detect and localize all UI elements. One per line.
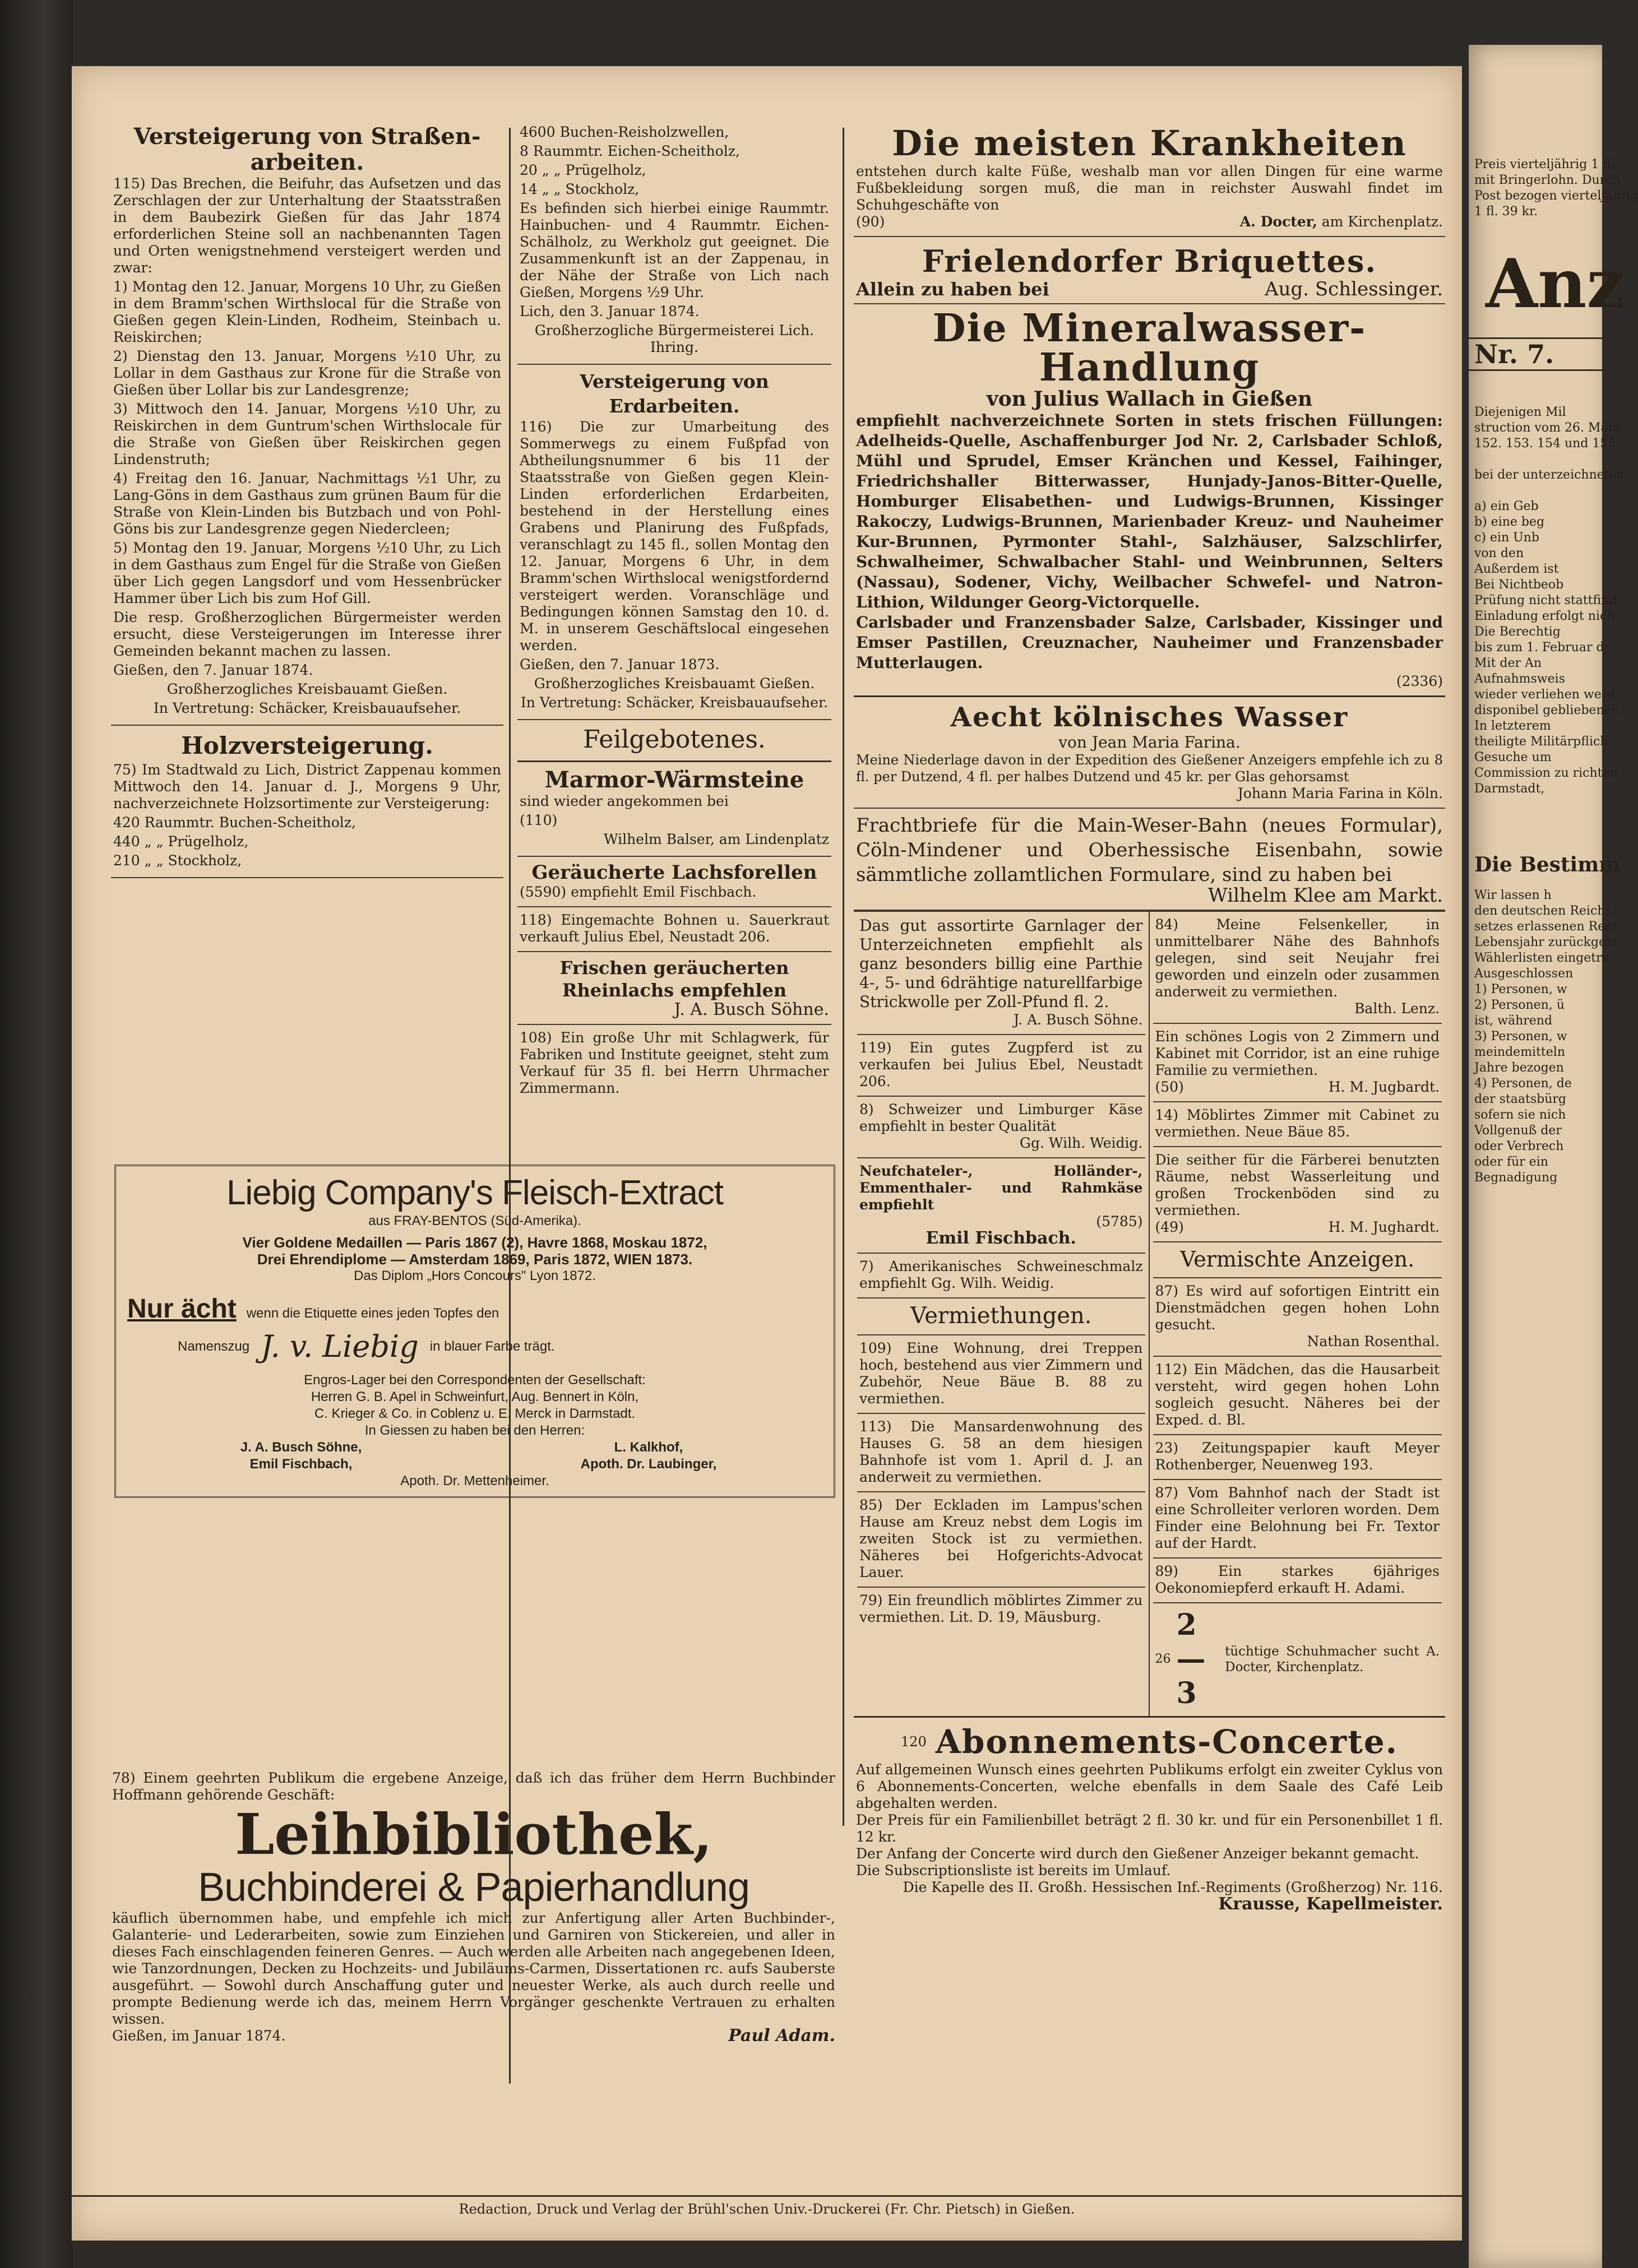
ad-item: 3) Mittwoch den 14. Januar, Morgens ½10 Uhr, zu Reiskirchen in dem Guntrum'schen Wirthslocale für die Straße von Gießen über Reiskirchen gegen Lindenstruth;: [113, 401, 501, 467]
next-page-line: Wählerlisten eingetra: [1474, 951, 1609, 965]
ad-text: empfiehlt nachverzeichnete Sorten in stets frischen Füllungen: Adelheids-Quelle, Aschaffenburger Jod Nr. 2, Carlsbader Schloß, Mühl und Sprudel, Emser Kränchen und Kessel, Faihinger, Friedrichshaller Bitterwasser, Hunjady-Janos-Bitter-Quelle, Homburger Elisabethen- und Ludwigs-Brunnen, Kissinger Rakoczy, Ludwigs-Brunnen, Marienbader Kreuz- und Nauheimer Kur-Brunnen, Pyrmonter Stahl-, Salzhäuser, Salzschlirfer, Schwalheimer, Schwalbacher Stahl- und Weinbrunnen, Selters (Nassau), Sodener, Vichy, Weilbacher Schwefel- und Natron-Lithion, Wildunger Georg-Victorquelle.: [856, 411, 1443, 611]
dealer-list: [127, 1439, 822, 1473]
newspaper-page: [72, 66, 1462, 2241]
next-page-line: Diejenigen Mil: [1474, 405, 1566, 419]
ad-text: 89) Ein starkes 6jähriges Oekonomiepferd erkauft H. Adami.: [1155, 1563, 1440, 1596]
ad-text: Die Kapelle des II. Großh. Hessischen Inf.-Regiments (Großherzog) Nr. 116.: [903, 1879, 1443, 1895]
next-page-line: Lebensjahr zurückgele: [1474, 935, 1618, 949]
next-page-line: wieder verliehen werd: [1474, 688, 1616, 702]
next-page-line: meindemitteln: [1474, 1045, 1565, 1059]
issue-number: Nr. 7.: [1469, 337, 1602, 371]
ad-title: Versteigerung von Erdarbeiten.: [580, 370, 769, 417]
ad-footer: [112, 2028, 835, 2044]
ad-text: 8) Schweizer und Limburger Käse empfiehlt in bester Qualität: [859, 1101, 1143, 1134]
ad-briquettes: [854, 237, 1445, 304]
next-page-line: Darmstadt,: [1474, 782, 1545, 796]
ad-text: Die Subscriptionsliste ist bereits im Umlauf.: [856, 1862, 1171, 1879]
ad-leihbibliothek: [112, 1770, 835, 2044]
next-page-line: b) eine beg: [1474, 515, 1545, 529]
ad-text: 118) Eingemachte Bohnen u. Sauerkraut verkauft Julius Ebel, Neustadt 206.: [520, 912, 829, 945]
ad-number: 120: [901, 1734, 927, 1750]
next-page-line: Aufnahmsweis: [1474, 672, 1565, 686]
ad-lachsforellen: [517, 857, 831, 907]
ad-paragraph: sind wieder angekommen bei: [520, 793, 729, 809]
ad-text: tüchtige Schuhmacher sucht A. Docter, Kirchenplatz.: [1225, 1644, 1440, 1675]
ad-item: 4600 Buchen-Reisholzwellen,: [520, 124, 729, 140]
ad-uhr: [517, 1025, 831, 1102]
ad-text: 87) Vom Bahnhof nach der Stadt ist eine Schrolleiter verloren worden. Dem Finder eine Belohnung bei Fr. Textor auf der Hardt.: [1155, 1485, 1440, 1551]
ad-title: Geräucherte Lachsforellen: [531, 861, 817, 884]
ad-text: [520, 419, 829, 711]
dealer: Apoth. Dr. Mettenheimer.: [400, 1473, 549, 1488]
ad-text: 79) Ein freundlich möblirtes Zimmer zu vermiethen. Lit. D. 19, Mäusburg.: [859, 1592, 1143, 1625]
next-page-line: Außerdem ist: [1474, 562, 1559, 576]
ad-felsenkeller: [1153, 912, 1442, 1024]
next-page-line: Wir lassen h: [1474, 888, 1552, 902]
ad-signature: Aug. Schlessinger.: [1265, 278, 1443, 300]
ad-footer: [856, 214, 1443, 230]
next-page-line: 152. 153. 154 und 155: [1474, 437, 1616, 451]
next-page-line: 3) Personen, w: [1474, 1029, 1567, 1043]
ad-text: Der Preis für ein Familienbillet beträgt 2 fl. 30 kr. und für ein Personenbillet 1 fl. 12 kr.: [856, 1812, 1443, 1845]
ad-dienstmaedchen: [1153, 1278, 1442, 1357]
small-ads-grid: [854, 911, 1445, 1716]
ad-title: Holzversteigerung.: [181, 732, 433, 759]
ad-signature: Großherzogliche Bürgermeisterei Lich. Ihring.: [534, 322, 815, 355]
ad-office: Großherzogliches Kreisbauamt Gießen.: [534, 675, 815, 692]
ad-neufchateler: [857, 1158, 1145, 1254]
next-page-line: [1469, 483, 1602, 499]
ad-krankheiten: [854, 119, 1445, 237]
ad-office: Großherzogliches Kreisbauamt Gießen.: [166, 681, 448, 697]
ad-erdarbeiten: [517, 365, 831, 720]
ad-medals: Vier Goldene Medaillen — Paris 1867 (2), Havre 1868, Moskau 1872,: [242, 1234, 707, 1251]
ad-text: 84) Meine Felsenkeller, in unmittelbarer Nähe des Bahnhofs gelegen, sind seit Neujahr frei geworden und einzeln oder zusammen anderweit zu vermiethen.: [1155, 916, 1440, 1000]
ad-text: Allein zu haben bei: [856, 279, 1049, 300]
ad-zimmer: [857, 1588, 1145, 1631]
ad-text: [113, 175, 501, 717]
column-1: [111, 119, 503, 878]
ad-text: 23) Zeitungspapier kauft Meyer Rothenberger, Neuenweg 193.: [1155, 1440, 1440, 1473]
ad-text: 87) Es wird auf sofortigen Eintritt ein Dienstmädchen gegen hohen Lohn gesucht.: [1155, 1283, 1440, 1333]
ad-text: 113) Die Mansardenwohnung des Hauses G. 58 an dem hiesigen Bahnhofe ist vom 1. April d. J. an anderweit zu vermiethen.: [859, 1418, 1143, 1485]
ad-text: [113, 762, 501, 869]
next-page-line: von den: [1474, 546, 1524, 560]
ad-signature: In Vertretung: Schäcker, Kreisbauaufseher.: [520, 694, 829, 711]
masthead-fragment: Anz: [1486, 244, 1625, 323]
ad-title: Frischen geräucherten Rheinlachs empfehlen: [559, 957, 789, 1001]
echt-label: Nur ächt: [127, 1294, 237, 1324]
next-page-line: Einladung erfolgt nich: [1474, 609, 1615, 623]
ad-paragraph: 115) Das Brechen, die Beifuhr, das Aufsetzen und das Zerschlagen der zur Unterhaltung der Staatsstraßen in dem Baubezirk Gießen für das Jahr 1874 erforderlichen Steine soll an nachbenannten Tagen und Orten wenigstnehmend versteigert werden und zwar:: [113, 175, 501, 276]
ad-item: 1) Montag den 12. Januar, Morgens 10 Uhr, zu Gießen in dem Bramm'schen Wirthslocal für die Straße von Gießen gegen Klein-Linden, Rodheim, Steinbach u. Reiskirchen;: [113, 279, 501, 345]
ad-text: 119) Ein gutes Zugpferd ist zu verkaufen bei Julius Ebel, Neustadt 206.: [859, 1040, 1143, 1089]
section-vermischte-anzeigen: [1153, 1242, 1442, 1278]
ad-kaese: [857, 1097, 1145, 1158]
next-page-line: bis zum 1. Februar d: [1474, 641, 1604, 655]
next-page-line: In letzterem: [1474, 719, 1551, 733]
ad-signature: In Vertretung: Schäcker, Kreisbauaufseher.: [153, 700, 461, 716]
section-title: Feilgebotenes.: [583, 725, 766, 754]
ad-text: 112) Ein Mädchen, das die Hausarbeit versteht, wird gegen hohen Lohn sogleich gesucht. Näheres bei der Exped. d. Bl.: [1155, 1361, 1440, 1428]
next-page-line: bei der unterzeichneten: [1474, 468, 1625, 482]
ad-origin: aus FRAY-BENTOS (Süd-Amerika).: [368, 1213, 581, 1228]
dealer: J. A. Busch Söhne,: [240, 1440, 362, 1455]
ad-text: entstehen durch kalte Füße, weshalb man vor allen Dingen für eine warme Fußbekleidung sorgen muß, die man in reichster Auswahl findet im Schuhgeschäfte von: [856, 163, 1443, 213]
correspondent-line: Herren G. B. Apel in Schweinfurt, Aug. Bennert in Köln,: [311, 1389, 639, 1404]
ad-number: (2336): [1396, 673, 1443, 689]
price-line: 1 fl. 39 kr.: [1474, 205, 1538, 219]
next-page-line: den deutschen Reichs: [1474, 904, 1612, 918]
ad-text: Die seither für die Färberei benutzten Räume, nebst Wasserleitung und großen Trockenböden sind zu vermiethen.: [1155, 1152, 1440, 1218]
next-page-line: Die Berechtig: [1474, 625, 1561, 639]
ad-text: Meine Niederlage davon in der Expedition des Gießener Anzeigers empfehle ich zu 8 fl. per Dutzend, 4 fl. per halbes Dutzend und 45 kr. per Glas gehorsamst: [856, 752, 1443, 785]
ad-text: 7) Amerikanisches Schweineschmalz empfiehlt Gg. Wilh. Weidig.: [859, 1258, 1143, 1291]
next-page-line: Mit der An: [1474, 656, 1542, 670]
ad-faerberei: [1153, 1147, 1442, 1242]
ad-item: 20 „ „ Prügelholz,: [520, 162, 646, 178]
next-page-line: Jahre bezogen: [1474, 1061, 1564, 1075]
ad-mansarde: [857, 1414, 1145, 1492]
ad-signature: J. A. Busch Söhne.: [674, 1000, 829, 1019]
ad-holz-continued: [517, 119, 831, 365]
ad-byline: von Julius Wallach in Gießen: [986, 387, 1313, 411]
ad-item: 5) Montag den 19. Januar, Morgens ½10 Uhr, zu Lich in dem Gasthaus zum Engel für die Straße von Gießen über Lich gegen Langsdorf und vom Hessenbrücker Hammer über Lich bis zum Hof Gill.: [113, 540, 501, 606]
next-page-line: setzes erlassenen Regl: [1474, 920, 1617, 934]
dealer: Apoth. Dr. Laubinger,: [580, 1457, 717, 1472]
ad-item: 420 Raummtr. Buchen-Scheitholz,: [113, 814, 356, 831]
next-page-line: Begnadigung: [1474, 1171, 1558, 1185]
ad-big-number: 2—3: [1176, 1608, 1206, 1710]
ad-signature: H. M. Jughardt.: [1328, 1219, 1440, 1235]
column-2: [517, 119, 831, 1102]
ad-zugpferd: [857, 1035, 1145, 1097]
signature-line: [178, 1329, 822, 1364]
ad-number: 26: [1155, 1652, 1171, 1666]
ad-signature: Krausse, Kapellmeister.: [1218, 1894, 1443, 1914]
ad-item: 8 Raummtr. Eichen-Scheitholz,: [520, 143, 740, 159]
ad-signature: J. A. Busch Söhne.: [1014, 1012, 1143, 1028]
next-page-line: Vollgenuß der: [1474, 1124, 1562, 1138]
ad-text: Der Anfang der Concerte wird durch den Gießener Anzeiger bekannt gemacht.: [856, 1845, 1419, 1862]
ad-title-row: [856, 1722, 1443, 1761]
column-rule: [843, 128, 844, 1826]
ad-text: (5590) empfiehlt Emil Fischbach.: [520, 884, 757, 900]
ad-line: [856, 278, 1443, 300]
ad-date: Gießen, den 7. Januar 1874.: [113, 662, 313, 678]
ad-title: Abonnements-Concerte.: [935, 1723, 1398, 1761]
section-title: Vermiethungen.: [910, 1303, 1092, 1329]
ad-item: 2) Dienstag den 13. Januar, Morgens ½10 Uhr, zu Lollar in dem Gasthaus zur Krone für die Straße von Gießen über Lollar bis zur Landesgrenze;: [113, 348, 501, 398]
ad-number: (50): [1155, 1079, 1184, 1095]
ad-item: 210 „ „ Stockholz,: [113, 852, 242, 869]
next-page-line: Ausgeschlossen: [1474, 967, 1574, 981]
ad-number: (49): [1155, 1219, 1184, 1235]
ad-title: Liebig Company's Fleisch-Extract: [226, 1174, 724, 1212]
ad-bohnen: [517, 907, 831, 952]
ad-text: [520, 124, 829, 356]
ad-signature: Wilhelm Balser, am Lindenplatz: [603, 831, 829, 847]
signature-name: A. Docter,: [1239, 214, 1317, 230]
next-page-line: ist, während: [1474, 1014, 1553, 1028]
ad-title: Leihbibliothek,: [235, 1801, 712, 1867]
ad-byline: von Jean Maria Farina.: [1058, 733, 1241, 752]
ad-text: 109) Eine Wohnung, drei Treppen hoch, bestehend aus vier Zimmern und Zubehör, Neue Bäue B. 88 zu vermiethen.: [859, 1340, 1143, 1407]
correspondent-line: C. Krieger & Co. in Coblenz u. E. Merck in Darmstadt.: [314, 1406, 636, 1421]
ad-title: Die meisten Krankheiten: [892, 123, 1407, 164]
ad-text: 14) Möblirtes Zimmer mit Cabinet zu vermiethen. Neue Bäue 85.: [1155, 1107, 1440, 1140]
ad-title: Aecht kölnisches Wasser: [950, 702, 1349, 733]
ad-number: (110): [520, 812, 558, 828]
ad-signature: Paul Adam.: [728, 2026, 835, 2046]
section-vermiethungen: [857, 1298, 1145, 1335]
namenszug-label: Namenszug: [178, 1338, 250, 1354]
column-3: [854, 119, 1445, 1918]
ad-signature: Nathan Rosenthal.: [1307, 1333, 1440, 1349]
dealer: Emil Fischbach,: [249, 1457, 353, 1472]
ad-signature: Balth. Lenz.: [1354, 1000, 1440, 1017]
signature-place: am Kirchenplatz.: [1321, 214, 1443, 230]
ad-date: Lich, den 3. Januar 1874.: [520, 303, 700, 319]
next-page-line: Gesuche um: [1474, 750, 1552, 764]
ad-abonnements-concerte: [854, 1716, 1445, 1918]
next-page-line: struction vom 26. März: [1474, 421, 1621, 435]
ad-diplomas: Drei Ehrendiplome — Amsterdam 1869, Paris 1872, WIEN 1873.: [257, 1251, 693, 1268]
price-line: Post bezogen vierteljährig: [1474, 189, 1638, 203]
next-page-fragment: [1469, 45, 1638, 2268]
ad-maedchen: [1153, 1357, 1442, 1435]
next-page-line: [1469, 452, 1602, 467]
imprint-footer: Redaction, Druck und Verlag der Brühl'schen Univ.-Druckerei (Fr. Chr. Pietsch) in Gießen.: [72, 2195, 1462, 2217]
ad-signature: Johann Maria Farina in Köln.: [1237, 785, 1443, 801]
ad-item: 14 „ „ Stockholz,: [520, 181, 640, 197]
ad-text: käuflich übernommen habe, und empfehle ich mich zur Anfertigung aller Arten Buchbinder-, Galanterie- und Lederarbeiten, sowie zum Einziehen und Garniren von Stickereien, und aller in dieses Fach einschlagenden feineren Genres. — Auch werden alle Arbeiten nach angegebenen Ideen, wie Tanzordnungen, Decken zu Hochzeits- und Jubiläums-Carmen, Dissertationen rc. aufs Sauberste ausgeführt. — Sowohl durch Anschaffung guter und neuester Werke, als auch durch reelle und prompte Bedienung werde ich das, meinem Herrn Vorgänger geschenkte Vertrauen zu erhalten wissen.: [112, 1910, 835, 2027]
next-page-body: [1469, 405, 1625, 797]
ad-title: Frielendorfer Briquettes.: [922, 243, 1377, 279]
ad-text: 85) Der Eckladen im Lampus'schen Hause am Kreuz nebst dem Logis im zweiten Stock ist zu vermiethen. Näheres bei Hofgerichts-Advocat Lauer.: [859, 1497, 1143, 1580]
ad-signature: H. M. Jugbardt.: [1328, 1079, 1440, 1095]
ad-text: [520, 793, 829, 848]
liebig-signature-icon: J. v. Liebig: [261, 1329, 419, 1364]
ad-text: Das gut assortirte Garnlager der Unterzeichneten empfiehlt als ganz besonders billig eine Parthie 4-, 5- und 6drähtige naturellfarbige Strickwolle per Zoll-Pfund fl. 2.: [859, 916, 1143, 1011]
ad-zeitungspapier: [1153, 1435, 1442, 1480]
ad-number: (90): [856, 214, 885, 230]
ad-schmalz: [857, 1254, 1145, 1298]
ad-rheinlachs: [517, 952, 831, 1025]
ad-date: Gießen, im Januar 1874.: [112, 2028, 286, 2044]
ad-text: Ein schönes Logis von 2 Zimmern und Kabinet mit Corridor, ist an eine ruhige Familie zu vermiethen.: [1155, 1028, 1440, 1078]
ad-paragraph: Es befinden sich hierbei einige Raummtr. Hainbuchen- und 4 Raummtr. Eichen-Schälholz, zu Werkholz gut geeignet. Die Zusammenkunft ist an der Zappenau, in der Nähe der Straße von Lich nach Gießen, Morgens ½9 Uhr.: [520, 200, 829, 300]
next-page-line: Commission zu richten: [1474, 766, 1618, 780]
ad-oekonomiepferd: [1153, 1559, 1442, 1603]
price-line: mit Bringerlohn. Durch: [1474, 173, 1621, 187]
ad-number: (5785): [1096, 1213, 1143, 1230]
ad-item: 4) Freitag den 16. Januar, Nachmittags ½1 Uhr, zu Lang-Göns in dem Gasthaus zum grünen Baum für die Straße von Klein-Linden bis Butzbach und von Pohl-Göns bis zur Landesgrenze gegen Niedercleen;: [113, 470, 501, 537]
ad-item: 440 „ „ Prügelholz,: [113, 833, 249, 850]
ad-signature: [1240, 214, 1443, 230]
ad-marmor: [517, 762, 831, 857]
ad-text: Carlsbader und Franzensbader Salze, Carlsbader, Kissinger und Emser Pastillen, Creuznacher, Nauheimer und Franzensbader Mutterlaugen.: [856, 613, 1443, 672]
ad-verloren: [1153, 1480, 1442, 1559]
next-page-line: Prüfung nicht stattfind: [1474, 593, 1617, 607]
next-page-line: oder für ein: [1474, 1155, 1548, 1169]
next-page-line: 4) Personen, de: [1474, 1077, 1572, 1091]
next-page-heading: Die Bestimm: [1474, 853, 1621, 876]
farbe-text: in blauer Farbe trägt.: [429, 1338, 555, 1354]
ad-intro: 78) Einem geehrten Publikum die ergebene Anzeige, daß ich das früher dem Herrn Buchbinder Hoffmann gehörende Geschäft:: [112, 1770, 835, 1803]
small-ads-right: [1150, 912, 1446, 1716]
echt-text: wenn die Etiquette eines jeden Topfes den: [246, 1306, 499, 1321]
ad-holzversteigerung: [111, 726, 503, 878]
ad-paragraph: 116) Die zur Umarbeitung des Sommerwegs zu einem Fußpfad von Abtheilungsnummer 6 bis 11 der Staatsstraße von Gießen gegen Klein-Linden erforderlichen Erdarbeiten, bestehend in der Herstellung eines Grabens und Planirung des Fußpfads, veranschlagt zu 145 fl., sollen Montag den 12. Januar, Morgens 6 Uhr, in dem Bramm'schen Wirthslocal wenigstfordernd versteigert werden. Voranschläge und Bedingungen können Samstag den 10. d. M. in unserem Geschäftslocal eingesehen werden.: [520, 419, 829, 653]
ad-strassenarbeiten: [111, 119, 503, 726]
ad-text: Auf allgemeinen Wunsch eines geehrten Publikums erfolgt ein zweiter Cyklus von 6 Abonnements-Concerten, welche ebenfalls in dem Saale des Café Leib abgehalten werden.: [856, 1761, 1443, 1811]
authenticity-line: [127, 1293, 822, 1324]
ad-title: Marmor-Wärmsteine: [544, 767, 804, 793]
next-page-line: oder Verbrech: [1474, 1139, 1564, 1153]
ad-text: Neufchateler-, Holländer-, Emmenthaler- und Rahmkäse empfiehlt: [859, 1163, 1143, 1213]
ad-schuhmacher: [1153, 1603, 1442, 1716]
ad-liebig: [114, 1165, 835, 1498]
ad-koelnisch-wasser: [854, 697, 1445, 809]
next-page-body: [1469, 888, 1618, 1186]
ad-footer: [1155, 1079, 1440, 1096]
next-page-line: sofern sie nich: [1474, 1108, 1566, 1122]
ad-logis: [1153, 1024, 1442, 1102]
next-page-line: a) ein Geb: [1474, 499, 1539, 513]
book-binding: [0, 0, 73, 2268]
price-line: Preis vierteljährig 1 fl.: [1474, 157, 1615, 171]
next-page-line: disponibel gebliebenen: [1474, 703, 1620, 717]
ad-mineralwasser: [854, 304, 1445, 697]
ad-signature: Wilhelm Klee am Markt.: [1207, 884, 1443, 907]
ad-text: 108) Ein große Uhr mit Schlagwerk, für Fabriken und Institute geeignet, steht zum Verkauf für 35 fl. bei Herrn Uhrmacher Zimmermann.: [520, 1029, 829, 1096]
dealer: L. Kalkhof,: [614, 1440, 683, 1455]
ad-frachtbriefe: [854, 809, 1445, 911]
next-page-line: c) ein Unb: [1474, 531, 1539, 545]
next-page-line: 1) Personen, w: [1474, 982, 1567, 996]
section-feilgebotenes: [517, 720, 831, 762]
ad-footer: [1155, 1219, 1440, 1236]
small-ads-left: [854, 912, 1150, 1716]
ad-date: Gießen, den 7. Januar 1873.: [520, 656, 720, 672]
ad-moeblirtes-zimmer: [1153, 1102, 1442, 1147]
next-page-line: 2) Personen, ü: [1474, 998, 1565, 1012]
ad-signature: Gg. Wilh. Weidig.: [1019, 1135, 1143, 1151]
giessen-label: In Giessen zu haben bei den Herren:: [364, 1423, 585, 1438]
ad-text: Frachtbriefe für die Main-Weser-Bahn (neues Formular), Cöln-Mindener und Oberhessische Eisenbahn, sowie sämmtliche zollamtlichen Formulare, sind zu haben bei: [856, 814, 1443, 886]
section-title: Vermischte Anzeigen.: [1180, 1247, 1415, 1272]
ad-eckladen: [857, 1492, 1145, 1588]
ad-title: Versteigerung von Straßen-arbeiten.: [133, 123, 481, 175]
next-page-line: der staatsbürg: [1474, 1092, 1566, 1106]
next-page-line: theiligte Militärpflich: [1474, 735, 1608, 749]
ad-wohnung: [857, 1335, 1145, 1414]
ad-subtitle: Buchbinderei & Papierhandlung: [198, 1865, 749, 1910]
ad-garnlager: [857, 912, 1145, 1035]
engros-label: Engros-Lager bei den Correspondenten der Gesellschaft:: [304, 1372, 646, 1388]
ad-signature: Emil Fischbach.: [926, 1228, 1076, 1248]
ad-paragraph: Die resp. Großherzoglichen Bürgermeister werden ersucht, diese Versteigerungen im Interesse ihrer Gemeinden bekannt machen zu lassen.: [113, 609, 501, 659]
ad-paragraph: 75) Im Stadtwald zu Lich, District Zappenau kommen Mittwoch den 14. Januar d. J., Morgens 9 Uhr, nachverzeichnete Holzsortimente zur Versteigerung:: [113, 762, 501, 811]
ad-title: Die Mineralwasser-Handlung: [932, 306, 1367, 390]
next-page-line: Bei Nichtbeob: [1474, 578, 1564, 592]
ad-hors-concours: Das Diplom „Hors Concours" Lyon 1872.: [354, 1268, 596, 1283]
